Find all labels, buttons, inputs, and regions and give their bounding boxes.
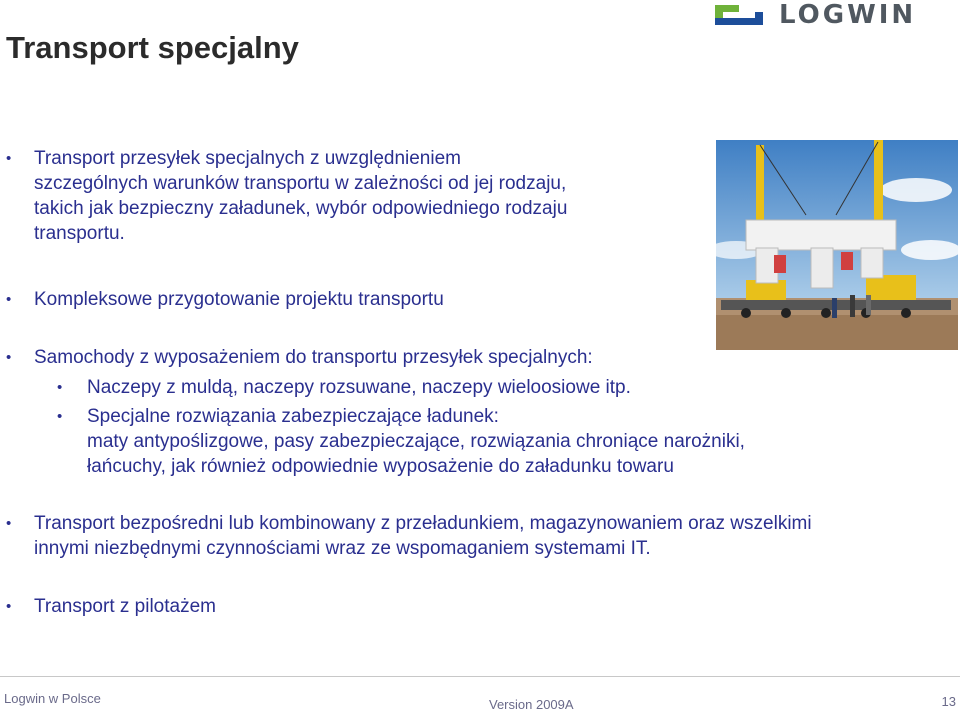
bullet-item [6,287,444,312]
bullet-text-line: innymi niezbędnymi czynnościami wraz ze wspomaganiem systemami IT. [34,538,651,559]
footer-divider [0,676,960,677]
sub-bullet-item [57,404,745,479]
bullet-icon: • [6,598,12,615]
bullet-text-line: łańcuchy, jak również odpowiednie wyposażenie do załadunku towaru [87,456,674,477]
bullet-text-line: Specjalne rozwiązania zabezpieczające ładunek: [87,406,499,427]
bullet-text-line: transportu. [34,223,125,244]
bullet-text-line: Transport przesyłek specjalnych z uwzględnieniem [34,148,461,169]
page-number: 13 [941,694,956,709]
footer-version: Version 2009A [489,697,574,712]
bullet-icon: • [57,379,63,396]
sub-bullet-item [57,375,631,400]
bullet-text-line: Kompleksowe przygotowanie projektu transportu [34,289,444,310]
bullet-item [6,511,812,561]
bullet-text-line: Transport z pilotażem [34,596,216,617]
bullet-item [6,345,593,370]
bullet-text-line: Naczepy z muldą, naczepy rozsuwane, naczepy wieloosiowe itp. [87,377,631,398]
bullet-icon: • [6,291,12,308]
logo-text: LOGWIN [779,0,917,30]
logwin-logo [713,2,958,28]
bullet-text-line: takich jak bezpieczny załadunek, wybór odpowiedniego rodzaju [34,198,568,219]
footer-left-text: Logwin w Polsce [4,691,101,706]
bullet-item [6,594,216,619]
crane-transport-photo [716,140,958,350]
bullet-text-line: Samochody z wyposażeniem do transportu przesyłek specjalnych: [34,347,593,368]
bullet-text-line: Transport bezpośredni lub kombinowany z przeładunkiem, magazynowaniem oraz wszelkimi [34,513,812,534]
bullet-icon: • [57,408,63,425]
bullet-text-line: maty antypoślizgowe, pasy zabezpieczające, rozwiązania chroniące narożniki, [87,431,745,452]
page-title: Transport specjalny [6,30,299,65]
logwin-logo-mark-icon [713,3,765,27]
bullet-text-line: szczególnych warunków transportu w zależności od jej rodzaju, [34,173,567,194]
bullet-icon: • [6,150,12,167]
bullet-icon: • [6,515,12,532]
bullet-item [6,146,568,246]
bullet-icon: • [6,349,12,366]
